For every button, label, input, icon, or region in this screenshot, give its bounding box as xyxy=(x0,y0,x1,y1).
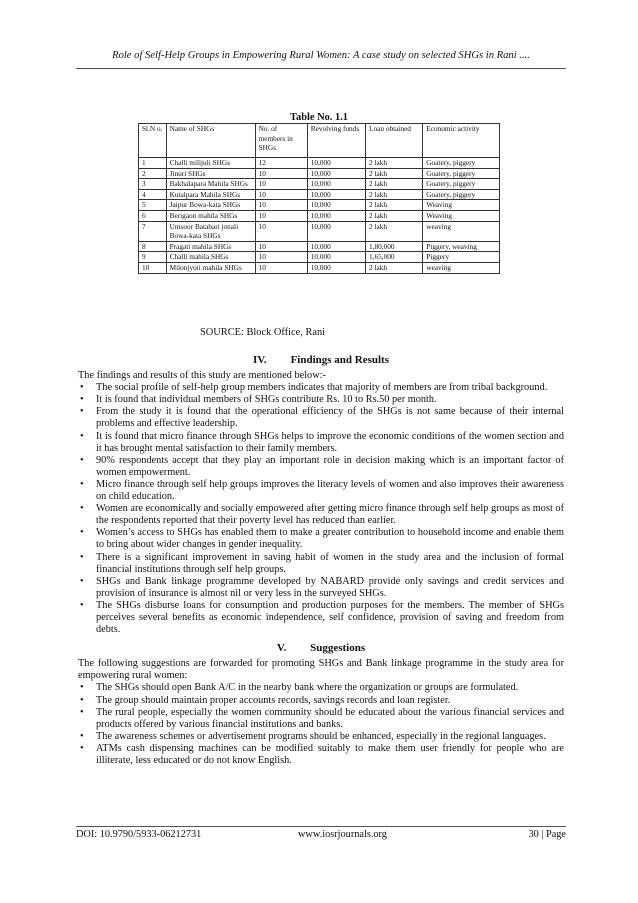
cell-economic-activity: Goatery, piggery xyxy=(423,168,500,179)
cell-loan: 2 lakh xyxy=(366,221,423,241)
suggestion-item: • The rural people, especially the women community should be educated about the various financial services and products offered by various financial institutions and banks. xyxy=(78,707,564,731)
table-row xyxy=(139,179,500,190)
cell-sl-no: 1 xyxy=(139,158,167,169)
finding-item: • The SHGs disburse loans for consumption and production purposes for the members. The member of SHGs perceives several benefits as economic independence, self confidence, provision of saving and freedom from debts. xyxy=(78,600,564,636)
cell-members: 10 xyxy=(255,262,307,273)
cell-loan: 2 lakh xyxy=(366,189,423,200)
cell-loan: 2 lakh xyxy=(366,168,423,179)
cell-name: Pragati mahila SHGs xyxy=(166,241,255,252)
running-header: Role of Self-Help Groups in Empowering Rural Women: A case study on selected SHGs in Rani .... xyxy=(112,50,530,61)
cell-sl-no: 10 xyxy=(139,262,167,273)
section-4-heading xyxy=(78,354,564,366)
suggestion-item: • The awareness schemes or advertisement programs should be enhanced, especially in the regional languages. xyxy=(78,731,564,743)
cell-economic-activity: weaving xyxy=(423,221,500,241)
cell-name: Berigaon mahila SHGs xyxy=(166,210,255,221)
section-4-intro: The findings and results of this study are mentioned below:- xyxy=(78,370,326,382)
cell-loan: 2 lakh xyxy=(366,179,423,190)
section-5-intro: The following suggestions are forwarded for promoting SHGs and Bank linkage programme in the study area for empowering rural women: xyxy=(78,658,564,682)
cell-loan: 2 lakh xyxy=(366,158,423,169)
cell-members: 10 xyxy=(255,221,307,241)
cell-revolving-funds: 10,000 xyxy=(307,158,365,169)
footer-doi: DOI: 10.9790/5933-06212731 xyxy=(76,829,202,840)
cell-loan: 2 lakh xyxy=(366,200,423,211)
suggestion-item: • The SHGs should open Bank A/C in the nearby bank where the organization or groups are formulated. xyxy=(78,682,564,694)
cell-sl-no: 2 xyxy=(139,168,167,179)
table-title: Table No. 1.1 xyxy=(290,112,348,123)
cell-sl-no: 8 xyxy=(139,241,167,252)
col-header-sl-no: Sl.N o. xyxy=(139,124,167,158)
cell-loan: 1,65,000 xyxy=(366,252,423,263)
finding-item: • It is found that micro finance through SHGs helps to improve the economic conditions of the women section and it has brought mental satisfaction to their family members. xyxy=(78,431,564,455)
cell-name: Jaipur Bowa-kata SHGs xyxy=(166,200,255,211)
cell-loan: 1,80,000 xyxy=(366,241,423,252)
section-5-heading xyxy=(78,642,564,654)
cell-economic-activity: Weaving xyxy=(423,200,500,211)
cell-sl-no: 5 xyxy=(139,200,167,211)
cell-loan: 2 lakh xyxy=(366,210,423,221)
table-row xyxy=(139,221,500,241)
table-body xyxy=(139,158,500,274)
cell-sl-no: 6 xyxy=(139,210,167,221)
cell-members: 12 xyxy=(255,158,307,169)
cell-sl-no: 9 xyxy=(139,252,167,263)
suggestion-item: • ATMs cash dispensing machines can be modified suitably to make them user friendly for people who are illiterate, less educated or do not know English. xyxy=(78,743,564,767)
cell-name: Challi mahila SHGs xyxy=(166,252,255,263)
cell-revolving-funds: 10,000 xyxy=(307,179,365,190)
cell-name: Jinuri SHGs xyxy=(166,168,255,179)
suggestions-list xyxy=(78,682,564,767)
finding-item: • SHGs and Bank linkage programme developed by NABARD provide only savings and credit services and provision of insurance is almost nil or very less in the surveyed SHGs. xyxy=(78,576,564,600)
cell-members: 10 xyxy=(255,241,307,252)
cell-members: 10 xyxy=(255,189,307,200)
cell-revolving-funds: 10,000 xyxy=(307,221,365,241)
col-header-name: Name of SHGs xyxy=(166,124,255,158)
cell-members: 10 xyxy=(255,200,307,211)
finding-item: • The social profile of self-help group members indicates that majority of members are from tribal background. xyxy=(78,382,564,394)
cell-revolving-funds: 10,000 xyxy=(307,252,365,263)
table-header-row xyxy=(139,124,500,158)
cell-economic-activity: Goatery, piggery xyxy=(423,158,500,169)
section-5-title: Suggestions xyxy=(310,642,366,655)
cell-sl-no: 4 xyxy=(139,189,167,200)
footer-page-number: 30 | Page xyxy=(528,829,566,840)
table-row xyxy=(139,252,500,263)
cell-revolving-funds: 10,000 xyxy=(307,168,365,179)
table-source: SOURCE: Block Office, Rani xyxy=(200,327,326,338)
table-row xyxy=(139,210,500,221)
col-header-loan: Loan obtained xyxy=(366,124,423,158)
cell-economic-activity: Goatery, piggery xyxy=(423,179,500,190)
header-divider xyxy=(76,68,566,69)
cell-economic-activity: Weaving xyxy=(423,210,500,221)
shg-table xyxy=(138,123,500,274)
finding-item: • It is found that individual members of SHGs contribute Rs. 10 to Rs.50 per month. xyxy=(78,394,564,406)
table-row xyxy=(139,200,500,211)
cell-name: Milonjyoti mahila SHGs xyxy=(166,262,255,273)
cell-revolving-funds: 10,000 xyxy=(307,200,365,211)
col-header-revolving-funds: Revolving funds xyxy=(307,124,365,158)
table-row xyxy=(139,158,500,169)
findings-list xyxy=(78,382,564,636)
cell-members: 10 xyxy=(255,252,307,263)
cell-members: 10 xyxy=(255,179,307,190)
footer-divider xyxy=(76,826,566,827)
section-5-number: V. xyxy=(276,642,287,655)
suggestion-item: • The group should maintain proper accounts records, savings records and loan register. xyxy=(78,695,564,707)
cell-loan: 2 lakh xyxy=(366,262,423,273)
cell-name: Umsoor Batabari jonali Bowa-kata SHGs xyxy=(166,221,255,241)
cell-economic-activity: weaving xyxy=(423,262,500,273)
section-4-number: IV. xyxy=(253,354,267,366)
finding-item: • Micro finance through self help groups improves the literacy levels of women and also improves their awareness on child education. xyxy=(78,479,564,503)
cell-revolving-funds: 10,000 xyxy=(307,262,365,273)
section-4-title: Findings and Results xyxy=(290,354,389,366)
col-header-economic-activity: Economic activity xyxy=(423,124,500,158)
main-content xyxy=(78,354,564,767)
cell-economic-activity: Piggery, weaving xyxy=(423,241,500,252)
finding-item: • Women’s access to SHGs has enabled them to make a greater contribution to household income and enable them to bring about wider changes in gender inequality. xyxy=(78,527,564,551)
table-row xyxy=(139,262,500,273)
footer-site: www.iosrjournals.org xyxy=(298,829,387,840)
cell-members: 10 xyxy=(255,168,307,179)
cell-name: Kutalpara Mahila SHGs xyxy=(166,189,255,200)
cell-revolving-funds: 10,000 xyxy=(307,189,365,200)
finding-item: • 90% respondents accept that they play an important role in decision making which is an important factor of women empowerment. xyxy=(78,455,564,479)
cell-sl-no: 7 xyxy=(139,221,167,241)
cell-economic-activity: Goatery, piggery xyxy=(423,189,500,200)
cell-revolving-funds: 10,000 xyxy=(307,210,365,221)
col-header-members: No. of members in SHGs xyxy=(255,124,307,158)
cell-name: Bakhalapara Mahila SHGs xyxy=(166,179,255,190)
cell-name: Challi milijuli SHGs xyxy=(166,158,255,169)
cell-sl-no: 3 xyxy=(139,179,167,190)
finding-item: • There is a significant improvement in saving habit of women in the study area and the inclusion of formal financial institutions through self help groups. xyxy=(78,552,564,576)
finding-item: • From the study it is found that the operational efficiency of the SHGs is not same because of their internal problems and effective leadership. xyxy=(78,406,564,430)
finding-item: • Women are economically and socially empowered after getting micro finance through self help groups as most of the respondents reported that their poverty level has reduced than earlier. xyxy=(78,503,564,527)
cell-revolving-funds: 10,000 xyxy=(307,241,365,252)
table-row xyxy=(139,241,500,252)
cell-members: 10 xyxy=(255,210,307,221)
table-row xyxy=(139,189,500,200)
cell-economic-activity: Piggery xyxy=(423,252,500,263)
table-row xyxy=(139,168,500,179)
